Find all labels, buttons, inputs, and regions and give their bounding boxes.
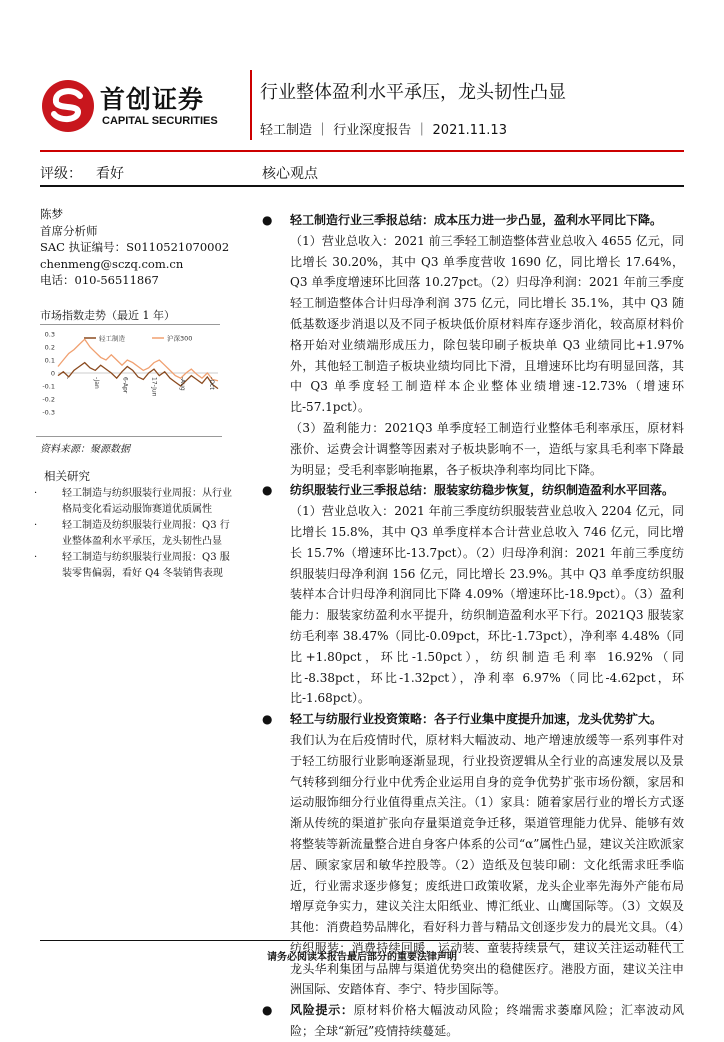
- core-views-body: [262, 210, 684, 1042]
- bullet-heading: 轻工制造行业三季报总结：成本压力进一步凸显，盈利水平同比下降。: [290, 213, 663, 227]
- analyst-email[interactable]: chenmeng@sczq.com.cn: [40, 256, 184, 271]
- y-tick-label: 0.1: [44, 356, 55, 365]
- market-index-chart: [36, 326, 222, 424]
- logo-mark-icon: [40, 78, 96, 134]
- chart-bottom-rule: [36, 436, 222, 437]
- bullet-paragraph: 我们认为在后疫情时代，原材料大幅波动、地产增速放缓等一系列事件对于轻工纺服行业影响逐渐显现，行业投资逻辑从全行业的高速发展以及景气转移到细分行业中优秀企业运用自身的竞争优势扩张市场份额，家居和运动服饰细分行业值得重点关注。（1）家具：随着家居行业的增长方式逐渐从传统的渠道扩张向存量渠道竞争迁移，渠道管理能力优异、能够有效将整装等新流量整合进自身客户体系的公司“α”属性凸显，建议关注欧派家居、顾家家居和敏华控股等。（2）造纸及包装印刷：文化纸需求旺季临近，行业需求逐步修复；废纸进口政策收紧，龙头企业率先海外产能布局增厚竞争实力，建议关注太阳纸业、博汇纸业、山鹰国际等。（3）文娱及其他：消费趋势品牌化，看好科力普与精品文创逐步发力的晨光文具。（4）纺织服装：消费持续回暖，运动装、童装持续景气，建议关注运动鞋代工龙头华利集团与品牌与渠道优势突出的稳健医疗。港股方面，建议关注申洲国际、安踏体育、李宁、特步国际等。: [290, 732, 684, 997]
- header-rule: [40, 150, 684, 152]
- bullet-icon: ●: [262, 213, 273, 227]
- bullet-icon: ●: [262, 712, 273, 727]
- related-research-title: 相关研究: [44, 469, 90, 483]
- bullet-heading: 轻工与纺服行业投资策略：各子行业集中度提升加速，龙头优势扩大。: [290, 712, 663, 727]
- chart-source: 资料来源：聚源数据: [40, 444, 130, 455]
- bullet-paragraph: [290, 1000, 684, 1042]
- bullet-icon: ●: [262, 1003, 273, 1018]
- bullet-icon: ·: [34, 520, 38, 531]
- x-tick-label: 6-Apr: [121, 377, 129, 394]
- risk-heading: 风险提示：: [290, 1003, 354, 1018]
- analyst-info: [40, 206, 240, 289]
- report-title: 行业整体盈利水平承压，龙头韧性凸显: [260, 82, 566, 103]
- legal-notice: 请务必阅读本报告最后部分的重要法律声明: [267, 952, 457, 963]
- x-tick-label: -Jan: [92, 377, 100, 389]
- bullet-paragraph: （3）盈利能力：2021Q3 单季度轻工制造行业整体毛利率承压，原材料涨价、运费会计调整等因素对子板块影响不一，造纸与家具毛利率下降最为明显；受毛利率影响拖累，各子板块净利率均同比下降。: [290, 420, 684, 477]
- bullet-textile-apparel: [262, 480, 684, 709]
- logo-chinese-name: 首创证券: [100, 85, 205, 114]
- logo-english-name: CAPITAL SECURITIES: [102, 115, 218, 127]
- rating-label: 评级：: [40, 166, 82, 182]
- bullet-icon: ●: [262, 483, 273, 498]
- bullet-paragraph: （1）营业总收入：2021 年前三季度纺织服装营业总收入 2204 亿元，同比增长 15.8%，其中 Q3 单季度样本合计营业总收入 746 亿元，同比增长 15.7%（增速环比-13.7pct）。（2）归母净利润：2021 年前三季度纺织服装归母净利润 156 亿元，同比增长 23.9%。其中 Q3 单季度纺织服装样本合计归母净利润同比下降 4.09%（增速环比-18.9pct）。（3）盈利能力：服装家纺盈利水平提升，纺织制造盈利水平下行。2021Q3 服装家纺毛利率 38.47%（同比-0.09pct，环比-1.73pct），净利率 4.48%（同比+1.80pct，环比-1.50pct），纺织制造毛利率 16.92%（同比-8.38pct，环比-1.32pct），净利率 6.97%（同比-4.62pct，环比-1.68pct）。: [290, 504, 684, 706]
- related-item[interactable]: · 轻工制造与纺织服装行业周报：Q3 服装零售偏弱，看好 Q4 冬装销售表现: [34, 552, 230, 579]
- y-tick-label: -0.1: [42, 382, 55, 391]
- series-line-csi300: [58, 339, 218, 381]
- company-logo: [40, 78, 240, 136]
- chart-title: 市场指数走势（最近 1 年）: [40, 309, 175, 322]
- related-item[interactable]: · 轻工制造与纺织服装行业周报：从行业格局变化看运动服饰赛道优质属性: [34, 488, 232, 515]
- x-tick-label: -Oct: [208, 377, 215, 390]
- bullet-icon: ·: [34, 552, 38, 563]
- legend-label: 沪深300: [167, 334, 193, 343]
- bullet-paragraph: （1）营业总收入：2021 前三季轻工制造整体营业总收入 4655 亿元，同比增长 30.20%，其中 Q3 单季度营收 1690 亿，同比增长 17.64%，Q3 单季度增速环比回落 10.27pct。（2）归母净利润：2021 年前三季度轻工制造整体合计归母净利润 375 亿元，同比增长 35.1%，其中 Q3 随低基数逐步消退以及不同子板块低价原材料库存逐步消化，较高原材料价格开始对业绩端形成压力，除包装印刷子板块单 Q3 业绩同比+1.97%外，其他轻工制造子板块业绩均同比下滑，且增速环比均有明显回落，其中 Q3 单季度轻工制造样本企业整体业绩增速-12.73%（增速环比-57.1pct）。: [290, 233, 684, 415]
- analyst-name: 陈梦: [40, 207, 63, 221]
- analyst-phone: 电话：010-56511867: [40, 273, 159, 287]
- footer-rule: [40, 940, 684, 941]
- y-tick-label: 0: [50, 369, 55, 378]
- risk-text: 原材料价格大幅波动风险；终端需求萎靡风险；汇率波动风险；全球“新冠”疫情持续蔓延。: [290, 1003, 684, 1039]
- header-divider: [250, 70, 252, 140]
- bullet-heading: 纺织服装行业三季报总结：服装家纺稳步恢复，纺织制造盈利水平回落。: [290, 483, 675, 498]
- related-item[interactable]: · 轻工制造及纺织服装行业周报：Q3 行业整体盈利水平承压，龙头韧性凸显: [34, 520, 230, 547]
- chart-title-rule: [40, 324, 220, 325]
- y-tick-label: 0.3: [44, 330, 55, 339]
- core-views-title: 核心观点: [262, 166, 318, 182]
- analyst-role: 首席分析师: [40, 223, 98, 238]
- legend-label: 轻工制造: [99, 334, 125, 343]
- bullet-light-industry: [262, 210, 684, 480]
- y-tick-label: -0.3: [42, 408, 55, 417]
- rating-value: 看好: [96, 166, 124, 182]
- analyst-sac: SAC 执证编号：S0110521070002: [40, 240, 230, 254]
- section-rule: [40, 185, 684, 187]
- bullet-risk: [262, 1000, 684, 1042]
- bullet-icon: ·: [34, 488, 38, 499]
- report-subtitle: 轻工制造 ｜ 行业深度报告 ｜ 2021.11.13: [260, 123, 507, 138]
- y-tick-label: -0.2: [42, 395, 55, 404]
- x-tick-label: -: [64, 377, 71, 380]
- rating: [40, 163, 124, 183]
- x-tick-label: 17-Jun: [150, 377, 158, 397]
- related-research-list: [34, 486, 239, 582]
- y-tick-label: 0.2: [44, 343, 55, 352]
- x-tick-label: -Aug: [179, 377, 187, 391]
